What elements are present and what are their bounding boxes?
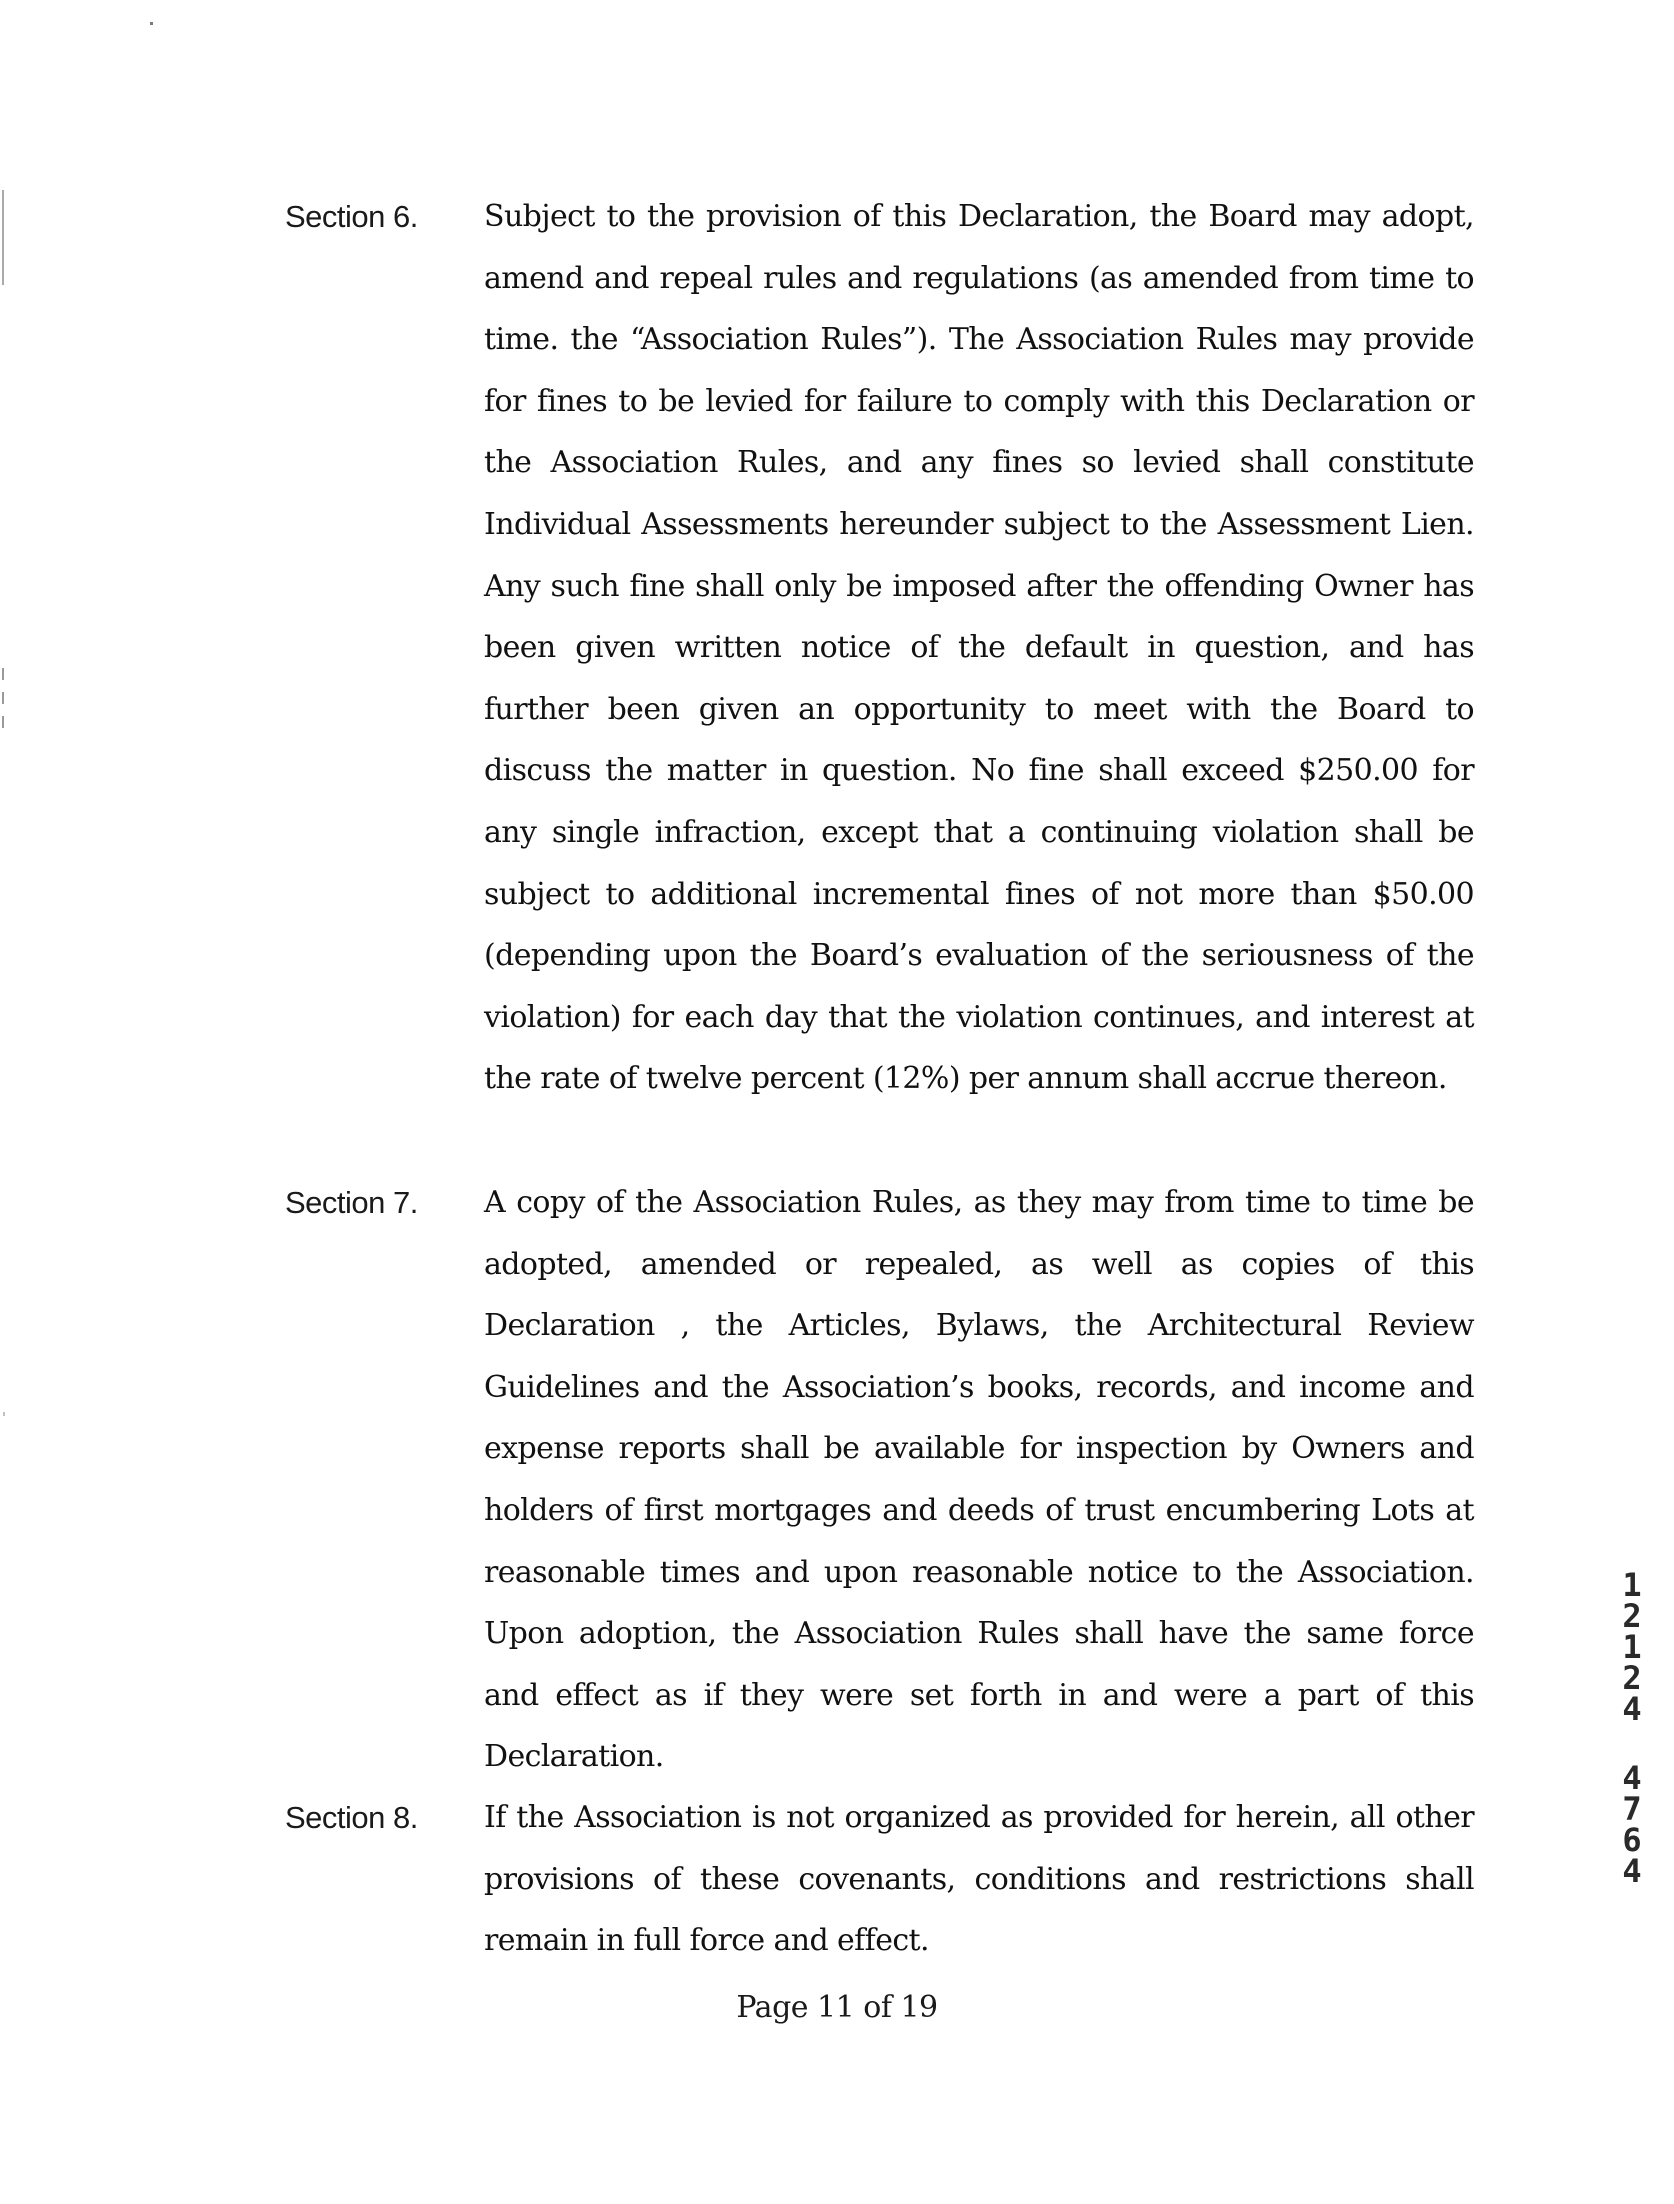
section-7-text: A copy of the Association Rules, as they may from time to time be adopted, amended or repealed, as well as copies of this Declaration , the Articles, Bylaws, the Architectural Review Guidelines and the Association’s books, records, and income and expense reports shall be available for inspection by Owners and holders of first mortgages and deeds of trust encumbering Lots at reasonable times and upon reasonable notice to the Association. Upon adoption, the Association Rules shall have the same force and effect as if they were set forth in and were a part of this Declaration. <box>484 1185 1474 1775</box>
page-number: Page 11 of 19 <box>736 1990 938 2025</box>
stamp-digit: 1 <box>1622 1566 1642 1604</box>
scan-speck <box>150 22 153 25</box>
scan-edge-mark <box>2 190 4 285</box>
stamp-digit: 1 <box>1622 1628 1642 1666</box>
scan-edge-mark <box>2 692 4 704</box>
stamp-digit: 2 <box>1622 1597 1642 1635</box>
scan-edge-mark <box>2 668 4 680</box>
stamp-digit: 7 <box>1622 1790 1642 1828</box>
stamp-digit: 2 <box>1622 1659 1642 1697</box>
scan-edge-mark <box>2 716 4 728</box>
section-7-label: Section 7. <box>285 1185 418 1220</box>
scan-edge-mark <box>3 1412 5 1416</box>
stamp-gap <box>1612 1725 1652 1763</box>
section-6-label: Section 6. <box>285 199 418 234</box>
stamp-digit: 6 <box>1622 1821 1642 1859</box>
stamp-digit: 4 <box>1622 1852 1642 1890</box>
stamp-digit: 4 <box>1622 1759 1642 1797</box>
section-8-text: If the Association is not organized as provided for herein, all other provisions of these covenants, conditions and restrictions shall remain in full force and effect. <box>484 1800 1474 1959</box>
stamp-digit: 4 <box>1622 1690 1642 1728</box>
section-8-label: Section 8. <box>285 1800 418 1835</box>
recording-stamp-number <box>1612 1566 1652 1890</box>
section-6-text: Subject to the provision of this Declaration, the Board may adopt, amend and repeal rules and regulations (as amended from time to time. the “Association Rules”). The Association Rules may provide for fines to be levied for failure to comply with this Declaration or the Association Rules, and any fines so levied shall constitute Individual Assessments hereunder subject to the Assessment Lien. Any such fine shall only be imposed after the offending Owner has been given written notice of the default in question, and has further been given an opportunity to meet with the Board to discuss the matter in question. No fine shall exceed $250.00 for any single infraction, except that a continuing violation shall be subject to additional incremental fines of not more than $50.00 (depending upon the Board’s evaluation of the seriousness of the violation) for each day that the violation continues, and interest at the rate of twelve percent (12%) per annum shall accrue thereon. <box>484 199 1474 1097</box>
